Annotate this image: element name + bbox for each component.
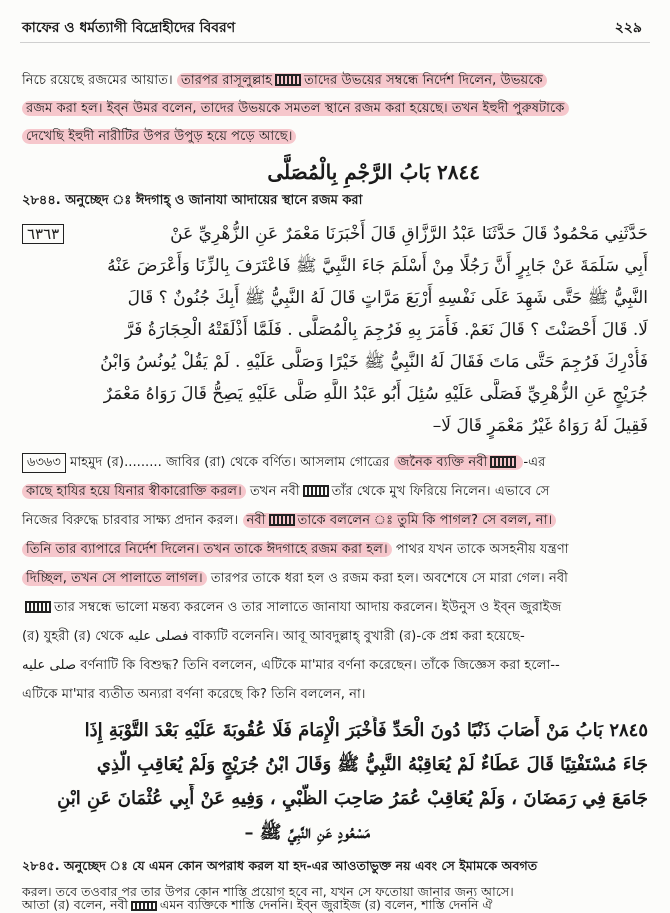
top-line-1-highlight xyxy=(177,73,547,88)
top-line-2 xyxy=(22,96,569,122)
bn-line-7: (র) যুহরী (র) থেকে فصلى عليه বাক্যটি বলেননি। আবূ আবদুল্লাহ্‌ বুখারী (র)-কে প্রশ্ন করা হয়েছে- xyxy=(22,629,525,644)
salutation-icon xyxy=(25,601,51,613)
header-divider xyxy=(20,42,650,43)
bn-line-5-rest: তারপর তাকে ধরা হল ও রজম করা হল। অবশেষে সে মারা গেল। নবী xyxy=(210,571,568,586)
hadith-number-arabic-box: ٦٣٦٣ xyxy=(22,224,64,244)
bn-line-4-rest: পাথর যখন তাকে অসহনীয় যন্ত্রণা xyxy=(395,542,569,557)
bn-line-3 xyxy=(22,508,556,534)
bn-line-1 xyxy=(22,450,545,476)
chapter-2845-line-3-a: আতা (র) বলেন, নবী xyxy=(22,897,128,912)
chapter-2845-arabic-line-3: جَامَعَ فِي رَمَضَانَ ، وَلَمْ يُعَاقِبْ عُمَرُ صَاحِبَ الظَّبْيِ ، وَفِيهِ عَنْ أَبِي عُثْمَانَ عَنِ ابْنِ xyxy=(57,788,648,809)
bn-line-6 xyxy=(22,595,561,621)
bn-line-3-plain: নিজের বিরুদ্ধে চারবার সাক্ষ্য প্রদান করল। xyxy=(22,513,239,528)
salutation-icon xyxy=(131,901,157,911)
bn-line-3-hl-a: নবী xyxy=(246,513,266,528)
running-header-title: কাফের ও ধর্মত্যাগী বিদ্রোহীদের বিবরণ xyxy=(22,20,236,36)
top-line-1-plain: নিচে রয়েছে রজমের আয়াত। xyxy=(22,73,173,88)
bn-line-1-c: -এর xyxy=(523,455,546,470)
bn-line-2 xyxy=(22,479,549,505)
chapter-2845-arabic-line-1: ٢٨٤٥ بَابُ مَنْ أَصَابَ ذَنْبًا دُونَ الْحَدِّ فَأَخْبَرَ الْإِمَامَ فَلَا عُقُوبَةَ عَلَيْهِ بَعْدَ التَّوْبَةِ إِذَا xyxy=(84,720,648,741)
salutation-icon xyxy=(275,74,301,86)
bn-line-5-highlight: দিচ্ছিল, তখন সে পালাতে লাগল। xyxy=(22,571,207,586)
chapter-2845-line-3-b: এমন ব্যক্তিকে শাস্তি দেননি। ইব্‌ন জুরাইজ (র) বলেন, শাস্তি দেননি ঐ xyxy=(159,897,493,912)
arabic-line-3: النَّبِيُّ ﷺ حَتَّى شَهِدَ عَلَى نَفْسِهِ أَرْبَعَ مَرَّاتٍ قَالَ لَهُ النَّبِيُّ ﷺ أَبِكَ جُنُونٌ ؟ قَالَ xyxy=(127,288,648,308)
hadith-number-bengali-box: ৬৩৬৩ xyxy=(22,453,66,473)
bn-line-2-highlight: কাছে হাযির হয়ে যিনার স্বীকারোক্তি করল। xyxy=(22,484,246,499)
bn-line-5 xyxy=(22,566,568,592)
chapter-2845-arabic-line-4: مَسْعُودٍ عَنِ النَّبِيِّ ﷺ – xyxy=(244,822,370,843)
hadith-number-arabic xyxy=(22,224,64,244)
bn-line-2-rest: তখন নবী xyxy=(250,484,300,499)
top-line-2-highlight: রজম করা হল। ইব্‌ন উমর বলেন, তাদের উভয়কে সমতল স্থানে রজম করা হয়েছে। তখন ইহুদী পুরুষটাকে xyxy=(22,101,569,116)
top-line-3-highlight: দেখেছি ইহুদী নারীটির উপর উপুড় হয়ে পড়ে আছে। xyxy=(22,129,296,144)
bn-line-9: এটিকে মা'মার ব্যতীত অন্যরা বর্ণনা করেছে কি? তিনি বললেন, না। xyxy=(22,687,366,702)
bn-line-6-text: তার সম্বন্ধে ভালো মন্তব্য করলেন ও তার সালাতে জানাযা আদায় করলেন। ইউনুস ও ইব্‌ন জুরাইজ xyxy=(54,600,562,615)
arabic-line-1: حَدَّثَنِي مَحْمُودٌ قَالَ حَدَّثَنَا عَبْدُ الرَّزَّاقِ قَالَ أَخْبَرَنَا مَعْمَرٌ عَنِ الزُّهْرِيِّ عَنْ xyxy=(170,224,648,244)
top-line-1 xyxy=(22,68,547,94)
chapter-2844-arabic-title: ٢٨٤٤ بَابُ الرَّجْمِ بِالْمُصَلَّى xyxy=(267,160,480,184)
bn-line-4 xyxy=(22,537,569,563)
bn-line-3-hl-b: তাকে বললেন ঃ তুমি কি পাগল? সে বলল, না। xyxy=(297,513,553,528)
bn-line-1-a: মাহমুদ (র)......... জাবির (রা) থেকে বর্ণিত। আসলাম গোত্রের xyxy=(70,455,390,470)
top-line-3 xyxy=(22,124,296,150)
salutation-icon xyxy=(269,514,295,526)
arabic-line-2: أَبِي سَلَمَةَ عَنْ جَابِرٍ أَنَّ رَجُلًا مِنْ أَسْلَمَ جَاءَ النَّبِيَّ ﷺ فَاعْتَرَفَ بِالزِّنَا وَأَعْرَضَ عَنْهُ xyxy=(107,256,648,276)
bn-line-3-highlight xyxy=(243,513,557,528)
chapter-2845-heading-2: করল। তবে তওবার পর তার উপর কোন শাস্তি প্রয়োগ হবে না, যখন সে ফতোয়া জানার জন্য আসে। xyxy=(22,884,514,899)
arabic-line-7: فَقِيلَ لَهُ رَوَاهُ غَيْرُ مَعْمَرٍ قَالَ لَا– xyxy=(432,416,648,436)
bn-line-8: صلى عليه বর্ণনাটি কি বিশুদ্ধ? তিনি বললেন, এটিকে মা'মার বর্ণনা করেছেন। তাঁকে জিজ্ঞেস করা হলো-- xyxy=(22,658,560,673)
bn-line-2-end: তাঁর থেকে মুখ ফিরিয়ে নিলেন। এভাবে সে xyxy=(331,484,550,499)
bn-line-4-highlight: তিনি তার ব্যাপারে নির্দেশ দিলেন। তখন তাকে ঈদগাহে রজম করা হল। xyxy=(22,542,392,557)
chapter-2845-arabic-line-2: جَاءَ مُسْتَفْتِيًا قَالَ عَطَاءٌ لَمْ يُعَاقِبْهُ النَّبِيُّ ﷺ وَقَالَ ابْنُ جُرَيْجٍ وَلَمْ يُعَاقِبِ الَّذِي xyxy=(96,754,648,775)
top-line-1-hl-b: তাদের উভয়ের সম্বন্ধে নির্দেশ দিলেন, উভয়কে xyxy=(304,73,543,88)
chapter-2845-heading-1: ২৮৪৫. অনুচ্ছেদ ঃ যে এমন কোন অপরাধ করল যা হদ-এর আওতাভুক্ত নয় এবং সে ইমামকে অবগত xyxy=(22,858,538,873)
arabic-line-5: فَأُدْرِكَ فَرُجِمَ حَتَّى مَاتَ فَقَالَ لَهُ النَّبِيُّ ﷺ خَيْرًا وَصَلَّى عَلَيْهِ . لَمْ يَقُلْ يُونُسُ وَابْنُ xyxy=(100,352,648,372)
arabic-line-6: جُرَيْجٍ عَنِ الزُّهْرِيِّ فَصَلَّى عَلَيْهِ سُئِلَ أَبُو عَبْدُ اللَّهِ صَلَّى عَلَيْهِ يَصِحُّ قَالَ رَوَاهُ مَعْمَرٌ xyxy=(103,384,648,404)
salutation-icon xyxy=(490,456,516,468)
salutation-icon xyxy=(303,485,329,497)
chapter-2845-line-3 xyxy=(22,898,492,912)
arabic-line-4: لَا. قَالَ أَحْصَنْتَ ؟ قَالَ نَعَمْ. فَأَمَرَ بِهِ فَرُجِمَ بِالْمُصَلَّى . فَلَمَّا أَذْلَقَتْهُ الْحِجَارَةُ فَرَّ xyxy=(124,320,648,340)
bn-line-1-highlight xyxy=(394,455,524,470)
chapter-2844-heading: ২৮৪৪. অনুচ্ছেদ ঃ ঈদগাহ্‌ ও জানাযা আদায়ের স্থানে রজম করা xyxy=(22,193,363,208)
page-number: ২২৯ xyxy=(614,20,642,36)
bn-line-1-b: জনৈক ব্যক্তি নবী xyxy=(397,455,488,470)
top-line-1-hl-a: তারপর রাসূলুল্লাহ xyxy=(180,73,273,88)
